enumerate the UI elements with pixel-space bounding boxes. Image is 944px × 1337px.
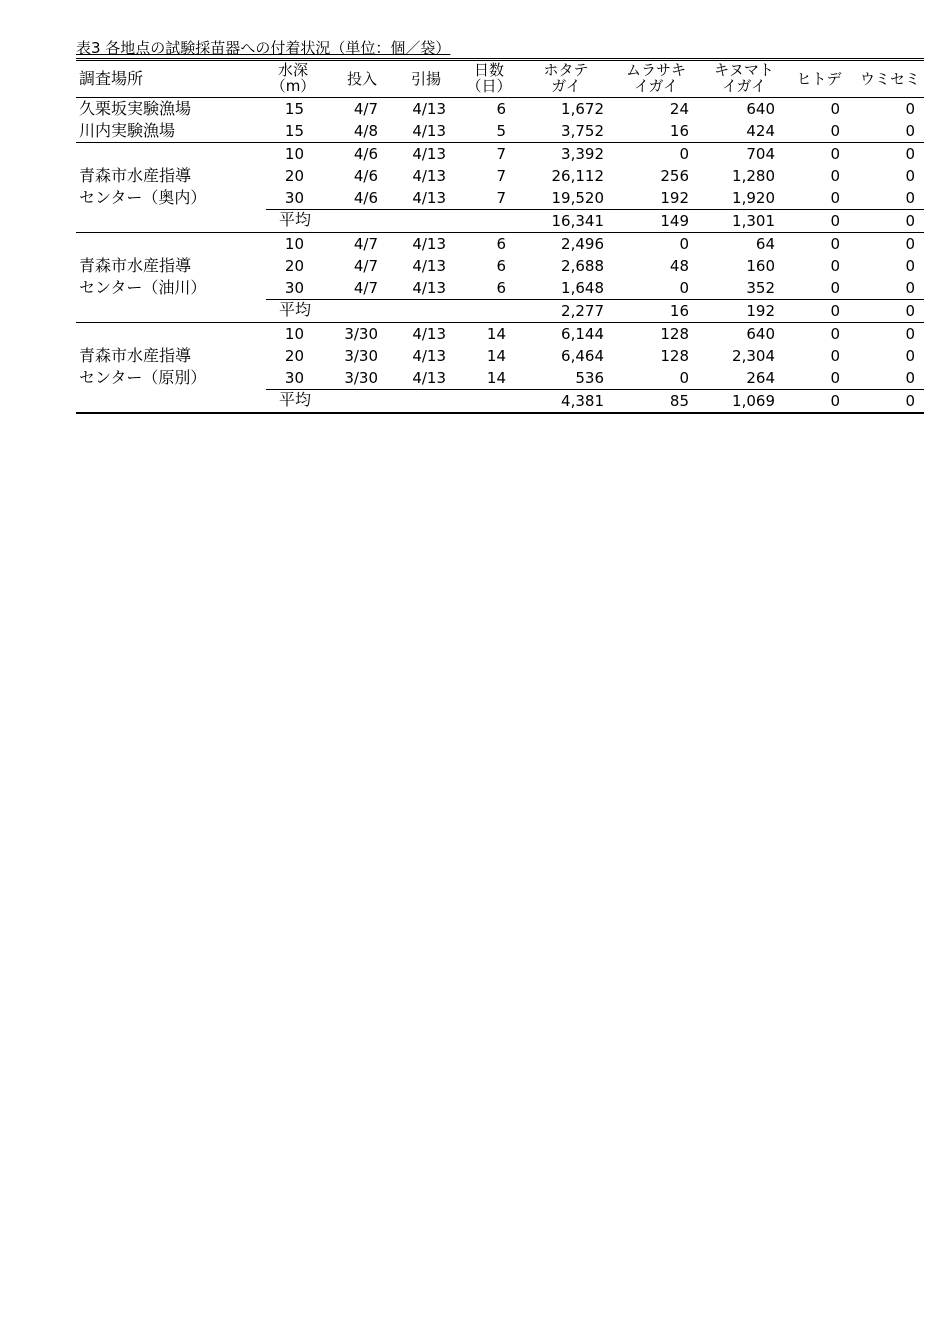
cell-hotate: 6,144 [561,325,604,343]
cell-hitode: 0 [830,122,840,140]
cell-in: 4/6 [353,145,378,163]
cell-in: 4/8 [353,122,378,140]
header-depth [270,62,316,94]
cell-days: 14 [486,369,506,387]
table-row [76,165,924,187]
cell-murasaki: 0 [679,279,689,297]
table-row [76,345,924,367]
cell-umisemi: 0 [905,279,915,297]
avg-hitode: 0 [830,302,840,320]
cell-depth: 15 [284,122,304,140]
site-name-line1: 青森市水産指導 [79,346,192,365]
cell-depth: 10 [284,145,304,163]
site-group [76,323,924,414]
cell-days: 5 [496,122,506,140]
cell-out: 4/13 [412,347,446,365]
site-group [76,143,924,233]
cell-depth: 30 [284,189,304,207]
site-name: 川内実験漁場 [79,121,176,140]
cell-hotate: 2,688 [561,257,604,275]
header-depth-line1: 水深 [277,61,308,79]
cell-depth: 30 [284,369,304,387]
cell-out: 4/13 [412,235,446,253]
cell-in: 3/30 [344,369,378,387]
cell-depth: 10 [284,235,304,253]
cell-hotate: 2,496 [561,235,604,253]
cell-hitode: 0 [830,347,840,365]
cell-kinumato: 424 [746,122,775,140]
cell-out: 4/13 [412,100,446,118]
cell-murasaki: 192 [660,189,689,207]
cell-murasaki: 0 [679,369,689,387]
site-name-line2: センター（原別） [79,368,207,387]
cell-hotate: 3,392 [561,145,604,163]
cell-murasaki: 0 [679,145,689,163]
cell-out: 4/13 [412,257,446,275]
cell-hitode: 0 [830,189,840,207]
header-murasaki [620,62,692,94]
site-name-line2: センター（油川） [79,278,207,297]
table-header [76,61,924,98]
cell-umisemi: 0 [905,100,915,118]
cell-days: 6 [496,257,506,275]
cell-umisemi: 0 [905,145,915,163]
cell-hitode: 0 [830,167,840,185]
cell-days: 7 [496,189,506,207]
cell-kinumato: 640 [746,325,775,343]
cell-days: 14 [486,325,506,343]
cell-days: 6 [496,279,506,297]
cell-out: 4/13 [412,279,446,297]
cell-umisemi: 0 [905,257,915,275]
cell-out: 4/13 [412,325,446,343]
cell-depth: 10 [284,325,304,343]
header-murasaki-line1: ムラサキ [625,61,686,79]
cell-out: 4/13 [412,167,446,185]
average-row [266,389,924,412]
cell-hotate: 6,464 [561,347,604,365]
avg-umisemi: 0 [905,392,915,410]
cell-in: 4/6 [353,167,378,185]
cell-kinumato: 1,920 [732,189,775,207]
cell-depth: 20 [284,347,304,365]
avg-hotate: 16,341 [551,212,604,230]
header-kinumato-line2: イガイ [721,77,767,95]
table-row [76,98,924,120]
avg-umisemi: 0 [905,302,915,320]
site-name-line2: センター（奥内） [79,188,207,207]
header-days-line2: （日） [466,77,512,95]
table-row [76,120,924,142]
cell-out: 4/13 [412,122,446,140]
avg-kinumato: 1,069 [732,392,775,410]
cell-murasaki: 24 [669,100,689,118]
cell-hotate: 3,752 [561,122,604,140]
site-group [76,233,924,323]
cell-depth: 30 [284,279,304,297]
avg-kinumato: 192 [746,302,775,320]
table-row [76,323,924,345]
cell-kinumato: 64 [755,235,775,253]
avg-murasaki: 85 [669,392,689,410]
single-site-block [76,98,924,143]
avg-hotate: 2,277 [561,302,604,320]
cell-depth: 15 [284,100,304,118]
cell-days: 6 [496,235,506,253]
table-row [76,143,924,165]
header-out: 引揚 [410,70,441,88]
header-hotate-line2: ガイ [551,77,581,95]
cell-kinumato: 1,280 [732,167,775,185]
site-name-line1: 青森市水産指導 [79,256,192,275]
cell-hotate: 536 [575,369,604,387]
attachment-table [76,58,924,414]
cell-hotate: 1,648 [561,279,604,297]
header-in: 投入 [346,70,377,88]
average-label: 平均 [279,300,312,319]
cell-murasaki: 256 [660,167,689,185]
cell-in: 4/6 [353,189,378,207]
table-row [76,255,924,277]
cell-in: 4/7 [353,257,378,275]
header-site: 調査場所 [79,69,144,88]
cell-umisemi: 0 [905,122,915,140]
average-row [266,209,924,232]
cell-hitode: 0 [830,257,840,275]
cell-umisemi: 0 [905,189,915,207]
cell-depth: 20 [284,167,304,185]
cell-murasaki: 48 [669,257,689,275]
average-row [266,299,924,322]
cell-murasaki: 128 [660,347,689,365]
header-hotate-line1: ホタテ [543,61,589,79]
avg-murasaki: 16 [669,302,689,320]
cell-days: 7 [496,145,506,163]
cell-out: 4/13 [412,145,446,163]
cell-murasaki: 0 [679,235,689,253]
cell-hitode: 0 [830,145,840,163]
header-hitode: ヒトデ [796,70,842,88]
header-murasaki-line2: イガイ [633,77,679,95]
cell-murasaki: 128 [660,325,689,343]
cell-in: 3/30 [344,325,378,343]
cell-hitode: 0 [830,325,840,343]
cell-umisemi: 0 [905,167,915,185]
header-kinumato-line1: キヌマト [714,61,774,79]
average-label: 平均 [279,210,312,229]
table-caption: 表3 各地点の試験採苗器への付着状況（単位：個／袋） [76,39,451,57]
avg-hotate: 4,381 [561,392,604,410]
site-name-line1: 青森市水産指導 [79,166,192,185]
cell-kinumato: 704 [746,145,775,163]
table-body [76,98,924,414]
avg-murasaki: 149 [660,212,689,230]
header-umisemi: ウミセミ [859,70,920,88]
cell-in: 4/7 [353,279,378,297]
cell-hitode: 0 [830,100,840,118]
cell-kinumato: 640 [746,100,775,118]
site-name: 久栗坂実験漁場 [79,99,192,118]
cell-out: 4/13 [412,189,446,207]
header-kinumato [706,62,782,94]
cell-umisemi: 0 [905,369,915,387]
cell-kinumato: 2,304 [732,347,775,365]
cell-hotate: 19,520 [551,189,604,207]
table-row [76,233,924,255]
cell-murasaki: 16 [669,122,689,140]
cell-in: 4/7 [353,235,378,253]
cell-out: 4/13 [412,369,446,387]
avg-umisemi: 0 [905,212,915,230]
cell-in: 4/7 [353,100,378,118]
avg-hitode: 0 [830,392,840,410]
header-days [464,62,514,94]
header-days-line1: 日数 [473,61,504,79]
cell-days: 7 [496,167,506,185]
header-depth-line2: （m） [270,77,316,95]
cell-umisemi: 0 [905,235,915,253]
cell-hitode: 0 [830,235,840,253]
cell-umisemi: 0 [905,325,915,343]
cell-days: 14 [486,347,506,365]
cell-in: 3/30 [344,347,378,365]
avg-hitode: 0 [830,212,840,230]
document-page [76,38,924,414]
average-label: 平均 [279,390,312,409]
avg-kinumato: 1,301 [732,212,775,230]
cell-hitode: 0 [830,279,840,297]
cell-kinumato: 160 [746,257,775,275]
cell-hotate: 26,112 [551,167,604,185]
cell-umisemi: 0 [905,347,915,365]
cell-kinumato: 352 [746,279,775,297]
cell-depth: 20 [284,257,304,275]
cell-days: 6 [496,100,506,118]
cell-hotate: 1,672 [561,100,604,118]
cell-hitode: 0 [830,369,840,387]
header-hotate [536,62,596,94]
cell-kinumato: 264 [746,369,775,387]
